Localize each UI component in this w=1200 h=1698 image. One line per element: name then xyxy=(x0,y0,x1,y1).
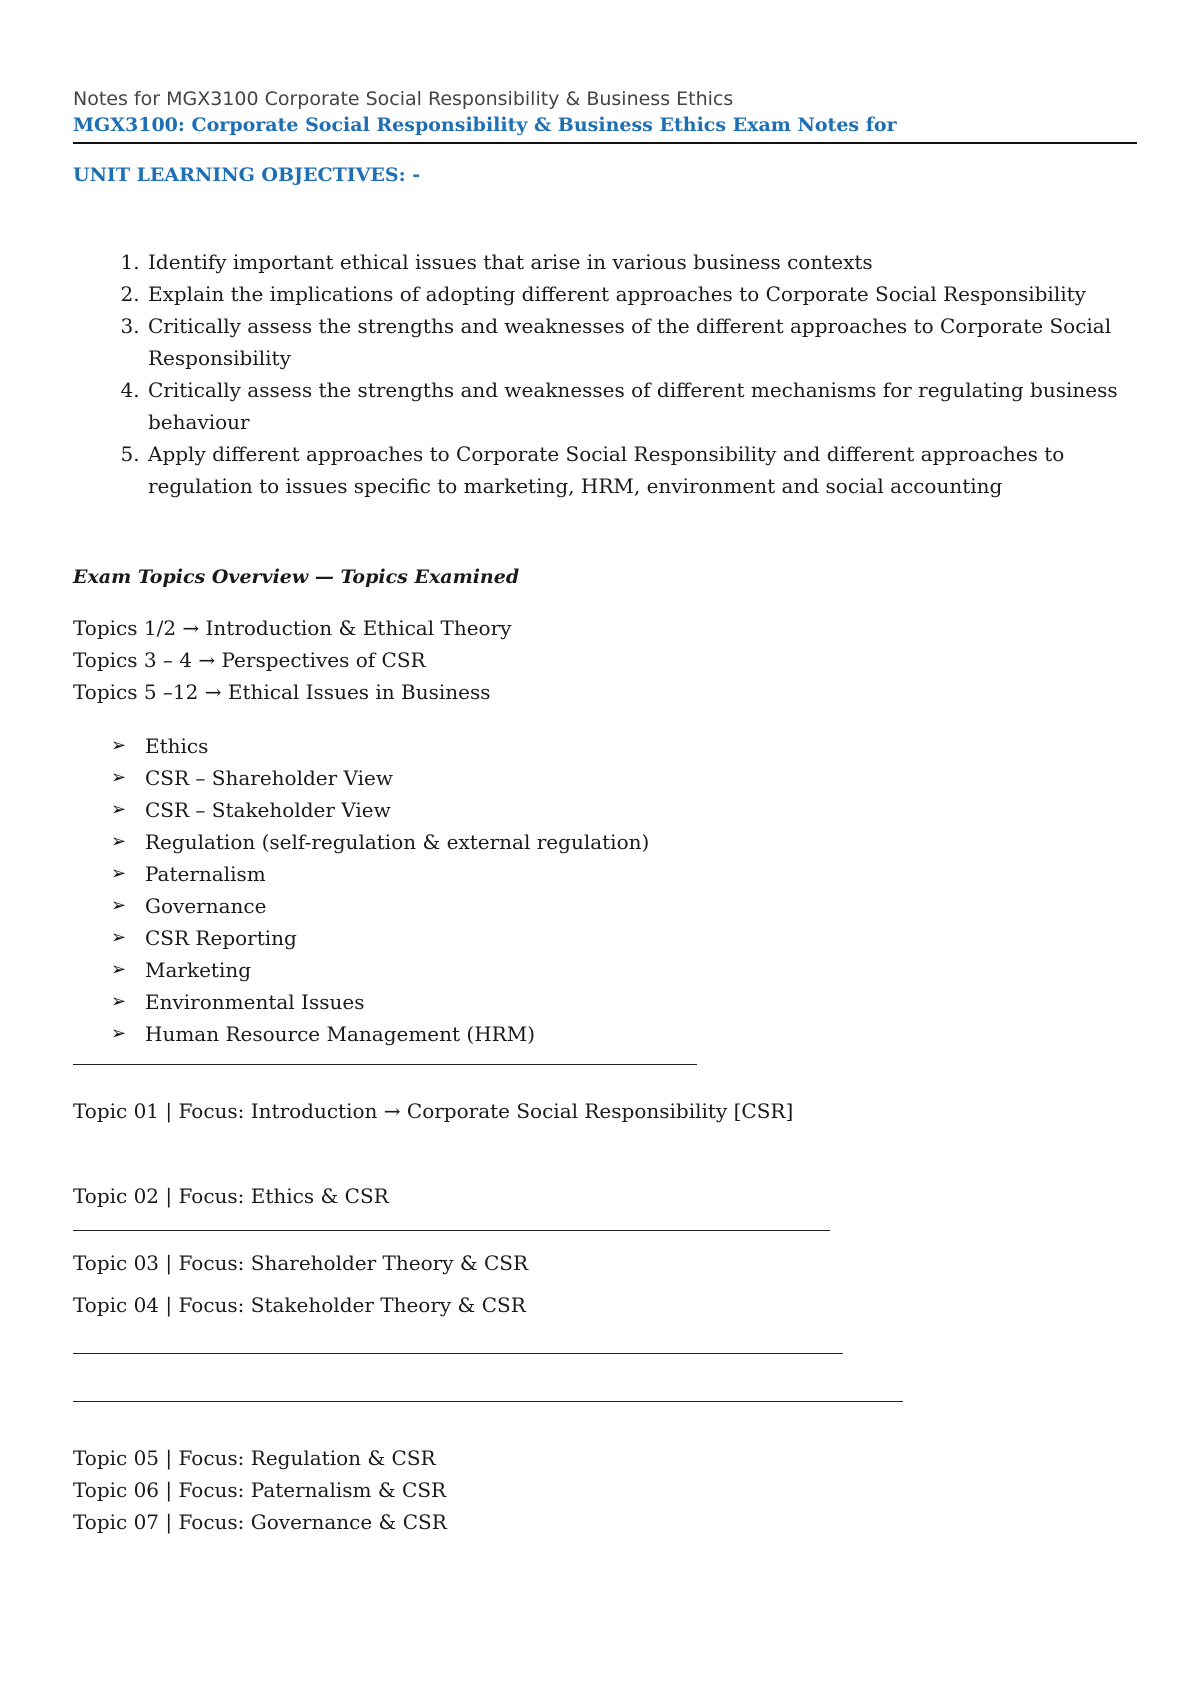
arrow-bullet-icon: ➢ xyxy=(111,927,127,948)
list-item-label: CSR – Shareholder View xyxy=(145,766,393,790)
topic-range: Topics 3 – 4 → Perspectives of CSR xyxy=(73,648,426,672)
topic-line: Topic 07 | Focus: Governance & CSR xyxy=(73,1510,447,1534)
topic-line: Topic 01 | Focus: Introduction → Corporate Social Responsibility [CSR] xyxy=(73,1099,794,1123)
list-item xyxy=(111,730,1137,762)
topic-line: Topic 04 | Focus: Stakeholder Theory & CSR xyxy=(73,1293,526,1317)
list-item xyxy=(111,922,1137,954)
objective-item: 4. Critically assess the strengths and weaknesses of different mechanisms for regulating business behaviour xyxy=(146,374,1137,438)
list-item xyxy=(111,1018,1137,1050)
list-item-label: Ethics xyxy=(145,734,209,758)
topic-line: Topic 06 | Focus: Paternalism & CSR xyxy=(73,1478,447,1502)
section-divider xyxy=(73,1230,830,1231)
topic-line: Topic 05 | Focus: Regulation & CSR xyxy=(73,1446,436,1470)
list-item-label: Human Resource Management (HRM) xyxy=(145,1022,535,1046)
arrow-bullet-icon: ➢ xyxy=(111,799,127,820)
topics-heading: Exam Topics Overview — Topics Examined xyxy=(73,566,520,588)
list-item xyxy=(111,986,1137,1018)
arrow-bullet-icon: ➢ xyxy=(111,863,127,884)
section-divider xyxy=(73,1401,903,1402)
document-title: MGX3100: Corporate Social Responsibility & Business Ethics Exam Notes for xyxy=(73,112,1137,144)
topic-ranges xyxy=(73,612,1137,708)
list-item-label: CSR – Stakeholder View xyxy=(145,798,391,822)
objectives-list xyxy=(73,246,1137,502)
objective-item: 2. Explain the implications of adopting different approaches to Corporate Social Responsibility xyxy=(146,278,1137,310)
list-item xyxy=(111,954,1137,986)
topic-range: Topics 5 –12 → Ethical Issues in Business xyxy=(73,680,491,704)
list-item-label: Environmental Issues xyxy=(145,990,365,1014)
topic-line: Topic 02 | Focus: Ethics & CSR xyxy=(73,1184,389,1208)
exam-topics-bullet-list xyxy=(73,730,1137,1050)
list-item xyxy=(111,858,1137,890)
objective-item: 5. Apply different approaches to Corporate Social Responsibility and different approaches to regulation to issues specific to marketing, HRM, environment and social accounting xyxy=(146,438,1137,502)
arrow-bullet-icon: ➢ xyxy=(111,735,127,756)
arrow-bullet-icon: ➢ xyxy=(111,831,127,852)
list-item xyxy=(111,890,1137,922)
list-item-label: CSR Reporting xyxy=(145,926,297,950)
list-item xyxy=(111,826,1137,858)
topic-line: Topic 03 | Focus: Shareholder Theory & CSR xyxy=(73,1251,529,1275)
list-item-label: Governance xyxy=(145,894,267,918)
list-item xyxy=(111,794,1137,826)
list-item-label: Marketing xyxy=(145,958,252,982)
topic-range: Topics 1/2 → Introduction & Ethical Theory xyxy=(73,616,512,640)
objective-item: 3. Critically assess the strengths and weaknesses of the different approaches to Corporate Social Responsibility xyxy=(146,310,1137,374)
objectives-heading: UNIT LEARNING OBJECTIVES: - xyxy=(73,164,421,186)
arrow-bullet-icon: ➢ xyxy=(111,767,127,788)
list-item-label: Paternalism xyxy=(145,862,266,886)
section-divider xyxy=(73,1064,697,1065)
list-item-label: Regulation (self-regulation & external regulation) xyxy=(145,830,650,854)
objective-item: 1. Identify important ethical issues that arise in various business contexts xyxy=(146,246,1137,278)
arrow-bullet-icon: ➢ xyxy=(111,959,127,980)
document-page xyxy=(73,86,1137,1538)
arrow-bullet-icon: ➢ xyxy=(111,991,127,1012)
list-item xyxy=(111,762,1137,794)
arrow-bullet-icon: ➢ xyxy=(111,895,127,916)
arrow-bullet-icon: ➢ xyxy=(111,1023,127,1044)
section-divider xyxy=(73,1353,843,1354)
header-note: Notes for MGX3100 Corporate Social Responsibility & Business Ethics xyxy=(73,88,734,110)
